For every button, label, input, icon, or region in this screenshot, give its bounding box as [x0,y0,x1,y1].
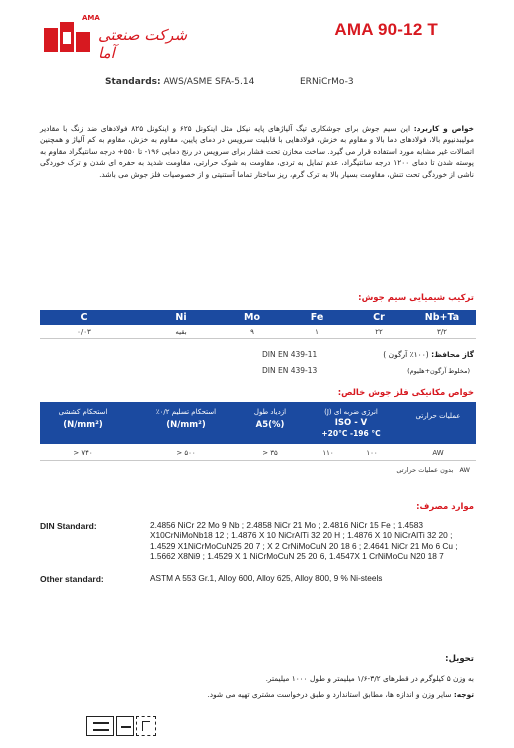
chemistry-values-row [40,326,476,338]
chem-col-fe: Fe [310,312,324,323]
mechanical-title: خواص مکانیکی فلز جوش خالص: [337,388,474,398]
mech-col-yield: استحکام تسلیم ۰/۲٪ (N/mm²) [155,408,217,430]
aw-note-text: بدون عملیات حرارتی [396,466,454,474]
mech-val-heat-treatment: AW [432,449,444,457]
chem-val-cr: ۲۲ [375,328,383,336]
chem-val-c: ۰/۰۳ [77,328,91,336]
description [40,123,474,180]
mech-val-yield: > ۵۰۰ [176,449,196,457]
other-standard-label: Other standard: [40,574,104,584]
chemistry-divider [40,338,476,339]
other-standard-text: ASTM A 553 Gr.1, Alloy 600, Alloy 625, Alloy 800, 9 % Ni-steels [150,573,383,583]
chem-val-fe: ۱ [315,328,319,336]
chem-col-mo: Mo [244,312,260,323]
delivery-note-label: توجه: [453,690,474,699]
classification: ERNiCrMo-3 [300,77,354,87]
gas-std-1: DIN EN 439-11 [262,350,318,359]
mech-val-tensile: > ۷۴۰ [73,449,93,457]
chem-col-cr: Cr [373,312,385,323]
mech-val-impact-20: ۱۱۰ [322,449,334,457]
company-logo [40,14,200,62]
logo-name: شرکت صنعتی آما [98,26,188,62]
chem-col-nbta: Nb+Ta [424,312,460,323]
aw-note [396,466,470,474]
gas-desc-1: (۱۰۰٪ آرگون ) [383,350,429,359]
logo-tag: AMA [82,14,100,22]
mechanical-header-row [40,402,476,444]
mechanical-divider [40,460,476,461]
chem-val-mo: ۹ [250,328,254,336]
din-standard-text: 2.4856 NiCr 22 Mo 9 Nb ; 2.4858 NiCr 21 Mo ; 2.4816 NiCr 15 Fe ; 1.4583 X10CrNiMoNb18 12 ; 1.4876 X 10 NiCrAlTi 32 20 H ; 1.4876 X 10 NiCrAlTi 32 20 ; 1.4529 X1NiCrMoCuN25 20 7 ; X 2 CrNiMoCuN 20 18 6 ; 2.4641 NiCr 21 Mo 6 Cu ; 1.5662 X8Ni9 ; 1.4529 X 1 NiCrMoCuN 25 20 6, 1.4547X 1 CrNiMoCu N20 18 7 [150,520,458,562]
delivery-title: تحویل: [445,654,474,664]
logo-mark-icon [40,20,92,54]
mech-col-elongation: ازدیاد طول A5(%) [253,408,287,430]
mechanical-values-row [40,446,476,460]
mech-col-tensile: استحکام کششی (N/mm²) [58,408,108,430]
chem-col-c: C [80,312,88,323]
applications-title: موارد مصرف: [416,502,474,512]
standards-value: AWS/ASME SFA-5.14 [163,77,255,87]
gas-std-2: DIN EN 439-13 [262,366,318,375]
gas-line-1 [383,350,474,359]
mech-val-elongation: > ۳۵ [262,449,278,457]
delivery-note [207,689,474,700]
welding-position-icon [136,716,156,736]
minus-icon [116,716,134,736]
mech-col-impact: انرژی ضربه ای (J) ISO - V +20°C -196 °C [321,408,381,438]
description-label: خواص و کاربرد: [413,124,475,133]
din-standard-label: DIN Standard: [40,521,97,531]
mech-val-impact-196: ۱۰۰ [366,449,378,457]
chemistry-title: ترکیب شیمیایی سیم جوش: [358,293,474,303]
delivery-line-1: به وزن ۵ کیلوگرم در قطرهای ۳/۲-۱/۶ میلیمتر و طول ۱۰۰۰ میلیمتر. [265,674,474,683]
gas-label: گاز محافظ: [431,350,474,359]
aw-note-code: AW [459,466,470,474]
standards-row [105,77,254,87]
chem-val-ni: بقیه [175,328,187,336]
gas-desc-2: (مخلوط آرگون+هلیوم) [407,367,470,375]
description-text: این سیم جوش برای جوشکاری تیگ آلیاژهای پایه نیکل مثل اینکونل ۶۲۵ و اینکونل ۸۲۵ فولادهای ضد زنگ با مقادیر مولیبدنیوم بالا، فولادهای دما بالا و مقاوم به خزش، فولادهایی با قابلیت سرویس در دمای پایین، مقاوم به خزش، مقاوم به کم آلیاژ و همچنین اتصالات غیر مشابه مورد استفاده قرار می گیرد. ساخت مخازن تحت فشار برای سرویس در رنج دمایی ۱۹۶- تا ۵۵۰+ درجه سانتیگراد مقاوم به پوسته شدن تا دمای ۱۲۰۰ درجه سانتیگراد، عدم تمایل به تردی، مقاومت به شوک حرارتی، مقاومت شدید به حفره ای شدن و ترک خوردگی ناشی از خوردگی تحت تنش، مقاومت بسیار بالا به ترک گرم، ریز ساختار تماما آستنیتی و از خصوصیات فلز جوش می باشد. [40,124,475,179]
standards-label: Standards: [105,77,161,87]
chemistry-header-row [40,310,476,325]
chem-col-ni: Ni [175,312,187,323]
mech-col-heat-treatment: عملیات حرارتی [415,412,461,420]
chem-val-nbta: ۳/۲ [437,328,447,336]
product-title: AMA 90-12 T [334,20,438,39]
delivery-note-text: سایر وزن و اندازه ها، مطابق استاندارد و طبق درخواست مشتری تهیه می شود. [207,690,452,699]
equals-icon [86,716,114,736]
